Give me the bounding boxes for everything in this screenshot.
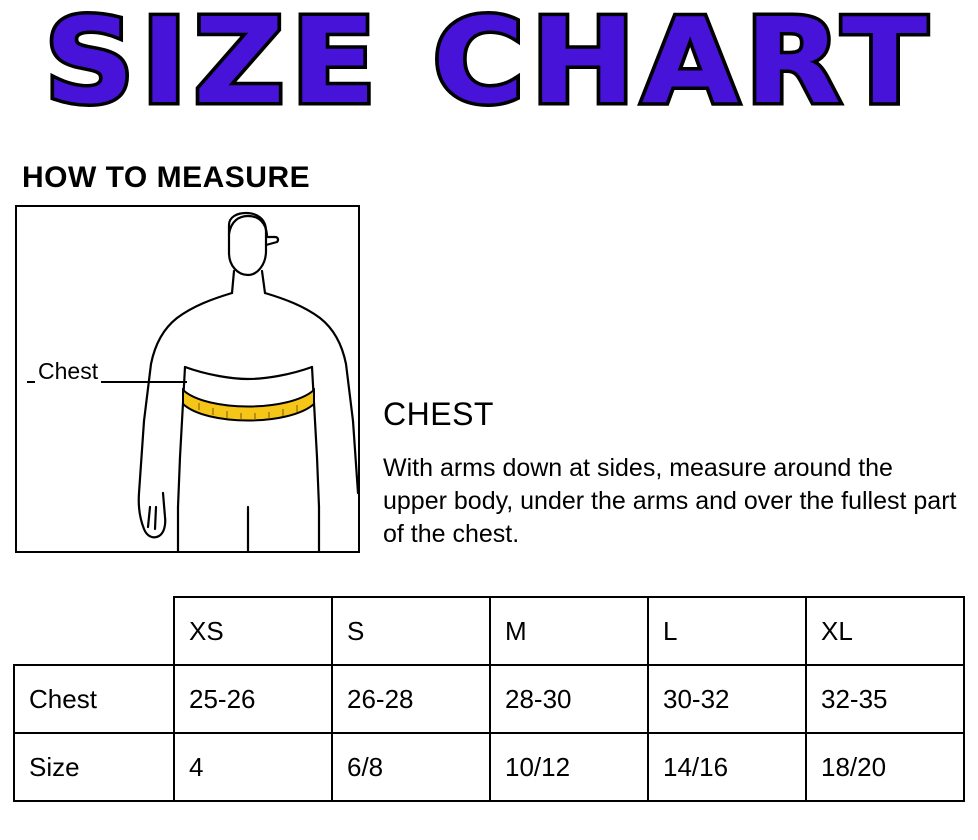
table-cell: 26-28: [332, 665, 490, 733]
table-cell: 30-32: [648, 665, 806, 733]
tape-measure-icon: [183, 390, 314, 421]
table-column-header: S: [332, 597, 490, 665]
table-row: [14, 665, 964, 733]
table-cell: 28-30: [490, 665, 648, 733]
table-corner-cell: [14, 597, 174, 665]
table-cell: 14/16: [648, 733, 806, 801]
how-to-measure-heading: HOW TO MEASURE: [22, 161, 311, 194]
table-cell: 32-35: [806, 665, 964, 733]
table-column-header: XL: [806, 597, 964, 665]
table-row: [14, 733, 964, 801]
table-row-label: Chest: [14, 665, 174, 733]
table-cell: 18/20: [806, 733, 964, 801]
table-cell: 4: [174, 733, 332, 801]
table-cell: 10/12: [490, 733, 648, 801]
measurement-name: CHEST: [383, 396, 494, 432]
page-title-banner: [0, 0, 978, 148]
table-cell: 6/8: [332, 733, 490, 801]
measurement-description: With arms down at sides, measure around the upper body, under the arms and over the fullest part of the chest.: [383, 454, 957, 548]
table-header-row: [14, 597, 964, 665]
table-cell: 25-26: [174, 665, 332, 733]
table-column-header: L: [648, 597, 806, 665]
table-column-header: M: [490, 597, 648, 665]
page-title: SIZE CHART: [44, 0, 934, 130]
size-table: [13, 596, 965, 802]
figure-chest-label: Chest: [35, 358, 101, 385]
table-column-header: XS: [174, 597, 332, 665]
table-row-label: Size: [14, 733, 174, 801]
